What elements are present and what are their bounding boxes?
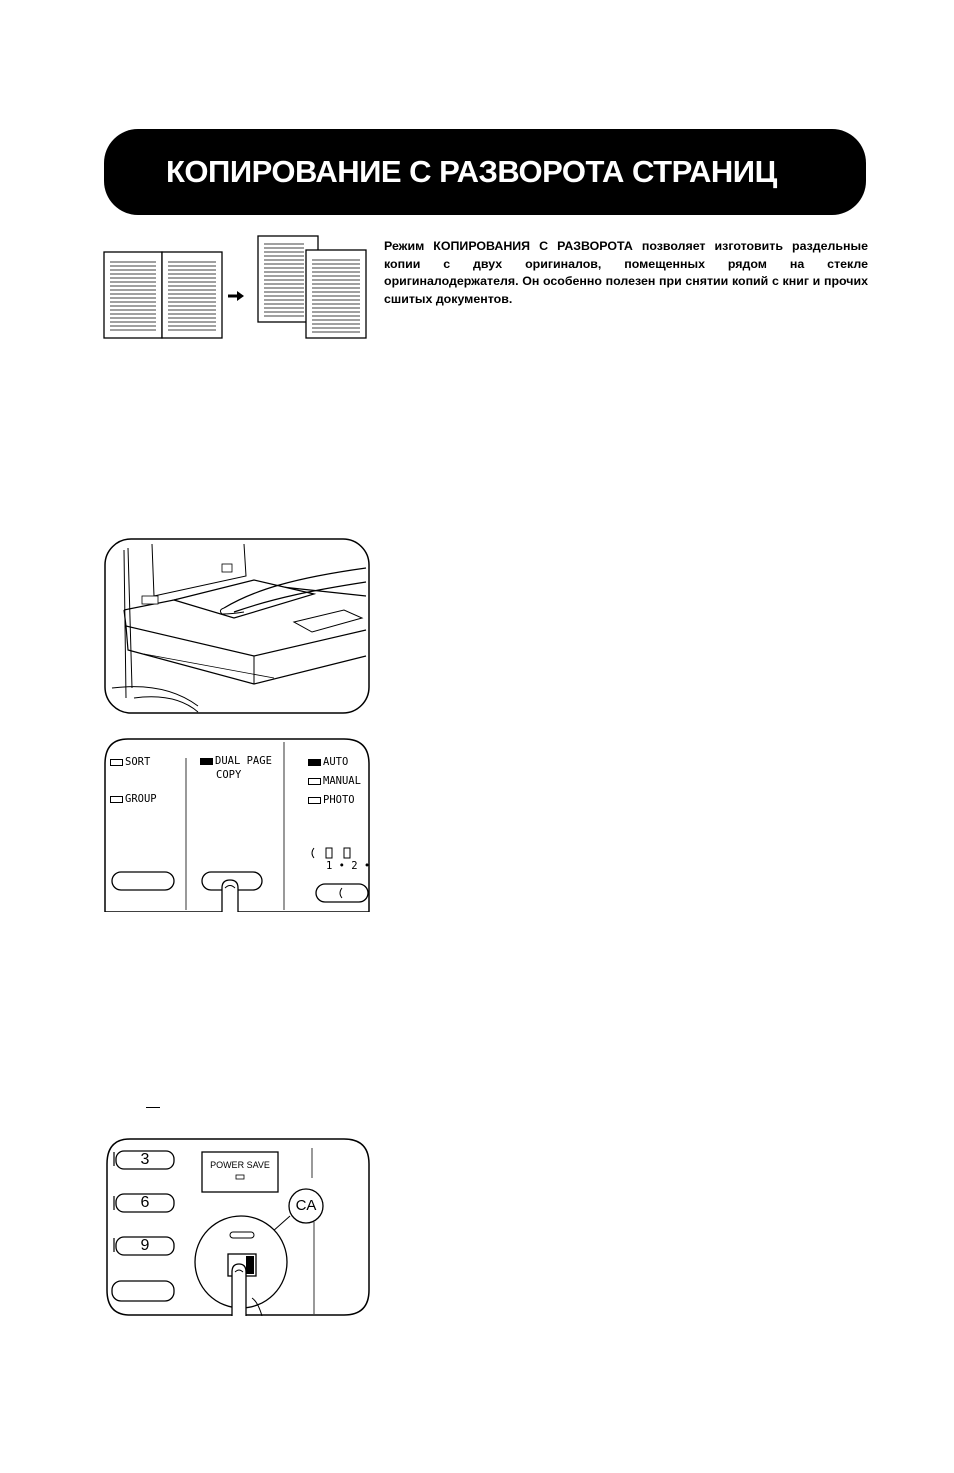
power-save-key — [202, 1152, 278, 1192]
pressing-finger — [232, 1264, 246, 1316]
sort-group-key — [112, 872, 174, 890]
pressing-finger — [222, 880, 238, 912]
dual-page-indicator: DUAL PAGE — [200, 755, 272, 767]
control-panel-illustration — [104, 738, 370, 912]
keypad-illustration — [106, 1138, 370, 1316]
auto-indicator: AUTO — [308, 756, 348, 768]
key-9-label: 9 — [140, 1237, 150, 1254]
ca-label: CA — [295, 1197, 317, 1214]
start-ready-lamp — [230, 1232, 254, 1238]
dash-mark — [146, 1107, 160, 1108]
dual-page-label-line2: COPY — [216, 769, 242, 781]
book-left-page — [104, 252, 162, 338]
sort-indicator: SORT — [110, 756, 150, 768]
intro-paragraph: Режим КОПИРОВАНИЯ С РАЗВОРОТА позволяет изготовить раздельные копии с двух оригиналов, помещенных рядом на стекле оригиналодержателя. Он особенно полезен при снятии копий с книг и прочих сшитых документов. — [384, 239, 868, 306]
exposure-key — [316, 884, 368, 902]
photo-indicator: PHOTO — [308, 794, 355, 806]
exposure-level-labels: 1 • 2 • — [326, 860, 371, 872]
book-right-page — [162, 252, 222, 338]
page-title: КОПИРОВАНИЕ С РАЗВОРОТА СТРАНИЦ — [166, 154, 777, 189]
copier-glass-illustration — [104, 538, 370, 714]
manual-indicator: MANUAL — [308, 775, 361, 787]
key-clear — [112, 1281, 174, 1301]
group-indicator: GROUP — [110, 793, 157, 805]
title-banner — [104, 129, 866, 215]
copy-page-front — [306, 250, 366, 338]
key-3-label: 3 — [140, 1151, 150, 1168]
power-save-label: POWER SAVE — [210, 1160, 270, 1170]
book-to-pages-illustration — [100, 232, 370, 340]
key-6-label: 6 — [140, 1194, 150, 1211]
